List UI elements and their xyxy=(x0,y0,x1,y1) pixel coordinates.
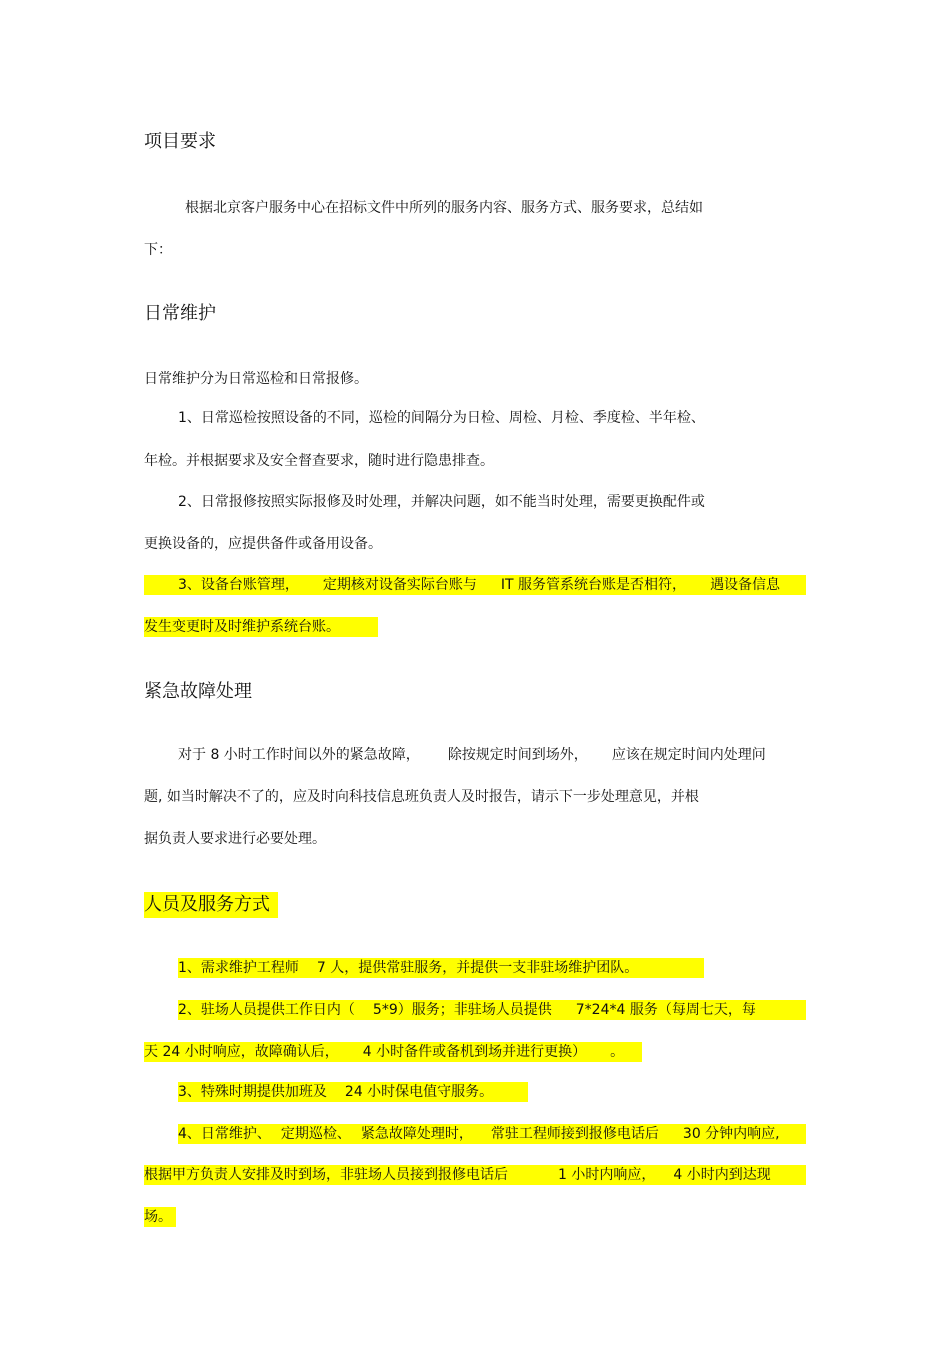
daily-item-1-line-1: 1、日常巡检按照设备的不同，巡检的间隔分为日检、周检、月检、季度检、半年检、 xyxy=(178,410,705,426)
staff-item-3 xyxy=(178,1082,528,1102)
staff-item-2-line-1 xyxy=(178,1000,806,1020)
staff-item-4-line-1 xyxy=(178,1124,806,1144)
staff-item-2-line-2-part-1: 天 24 小时响应，故障确认后， xyxy=(144,1044,339,1060)
staff-item-4-line-2-part-1: 根据甲方负责人安排及时到场，非驻场人员接到报修电话后 xyxy=(144,1167,508,1183)
staff-item-4-part-4: 常驻工程师接到报修电话后 xyxy=(490,1126,659,1142)
intro-line-2: 下： xyxy=(144,242,172,258)
emergency-line-1-part-3: 应该在规定时间内处理问 xyxy=(611,747,766,763)
staff-item-4-part-3: 紧急故障处理时， xyxy=(360,1126,473,1142)
section-heading-staff: 人员及服务方式 xyxy=(144,892,278,918)
daily-item-3-line-2: 发生变更时及时维护系统台账。 xyxy=(144,617,378,637)
staff-item-4-line-2-part-2: 1 小时内响应， xyxy=(558,1167,656,1183)
document-title: 项目要求 xyxy=(144,131,216,152)
emergency-line-2: 题, 如当时解决不了的，应及时向科技信息班负责人及时报告，请示下一步处理意见，并根 xyxy=(144,789,699,805)
staff-item-4-part-2: 定期巡检、 xyxy=(280,1126,351,1142)
staff-item-2-line-2 xyxy=(144,1042,642,1062)
section-heading-emergency: 紧急故障处理 xyxy=(144,681,252,702)
daily-item-2-line-1: 2、日常报修按照实际报修及时处理，并解决问题，如不能当时处理，需要更换配件或 xyxy=(178,494,705,510)
daily-summary: 日常维护分为日常巡检和日常报修。 xyxy=(144,371,368,387)
emergency-line-1 xyxy=(178,745,766,765)
staff-item-4-line-2 xyxy=(144,1165,806,1185)
emergency-line-3: 据负责人要求进行必要处理。 xyxy=(144,831,326,847)
daily-item-3-part-3: IT 服务管系统台账是否相符， xyxy=(500,577,687,593)
staff-item-4-line-2-part-3: 4 小时内到达现 xyxy=(673,1167,771,1183)
staff-item-1 xyxy=(178,958,704,978)
staff-item-3-part-2: 24 小时保电值守服务。 xyxy=(344,1084,494,1100)
intro-line-1: 根据北京客户服务中心在招标文件中所列的服务内容、服务方式、服务要求，总结如 xyxy=(185,200,703,216)
staff-item-2-line-2-part-3: 。 xyxy=(610,1044,625,1060)
staff-item-1-part-2: 7 人，提供常驻服务，并提供一支非驻场维护团队。 xyxy=(316,960,639,976)
daily-item-3-part-2: 定期核对设备实际台账与 xyxy=(322,577,477,593)
staff-item-2-part-2: 5*9）服务；非驻场人员提供 xyxy=(372,1002,552,1018)
staff-item-4-line-3: 场。 xyxy=(144,1207,176,1227)
staff-item-4-part-1: 4、日常维护、 xyxy=(178,1126,271,1142)
staff-item-2-part-1: 2、驻场人员提供工作日内（ xyxy=(178,1002,355,1018)
daily-item-3-part-1: 3、设备台账管理， xyxy=(178,577,299,593)
emergency-line-1-part-1: 对于 8 小时工作时间以外的紧急故障， xyxy=(178,747,420,763)
staff-item-1-part-1: 1、需求维护工程师 xyxy=(178,960,299,976)
staff-item-2-part-3: 7*24*4 服务（每周七天，每 xyxy=(575,1002,756,1018)
staff-item-3-part-1: 3、特殊时期提供加班及 xyxy=(178,1084,327,1100)
section-heading-daily: 日常维护 xyxy=(144,303,216,324)
daily-item-3-line-1 xyxy=(144,575,806,595)
staff-item-2-line-2-part-2: 4 小时备件或备机到场并进行更换） xyxy=(362,1044,587,1060)
emergency-line-1-part-2: 除按规定时间到场外， xyxy=(447,747,588,763)
daily-item-2-line-2: 更换设备的，应提供备件或备用设备。 xyxy=(144,536,382,552)
daily-item-3-part-4: 遇设备信息 xyxy=(710,577,781,593)
daily-item-1-line-2: 年检。并根据要求及安全督查要求，随时进行隐患排查。 xyxy=(144,453,494,469)
staff-item-4-part-5: 30 分钟内响应, xyxy=(682,1126,780,1142)
